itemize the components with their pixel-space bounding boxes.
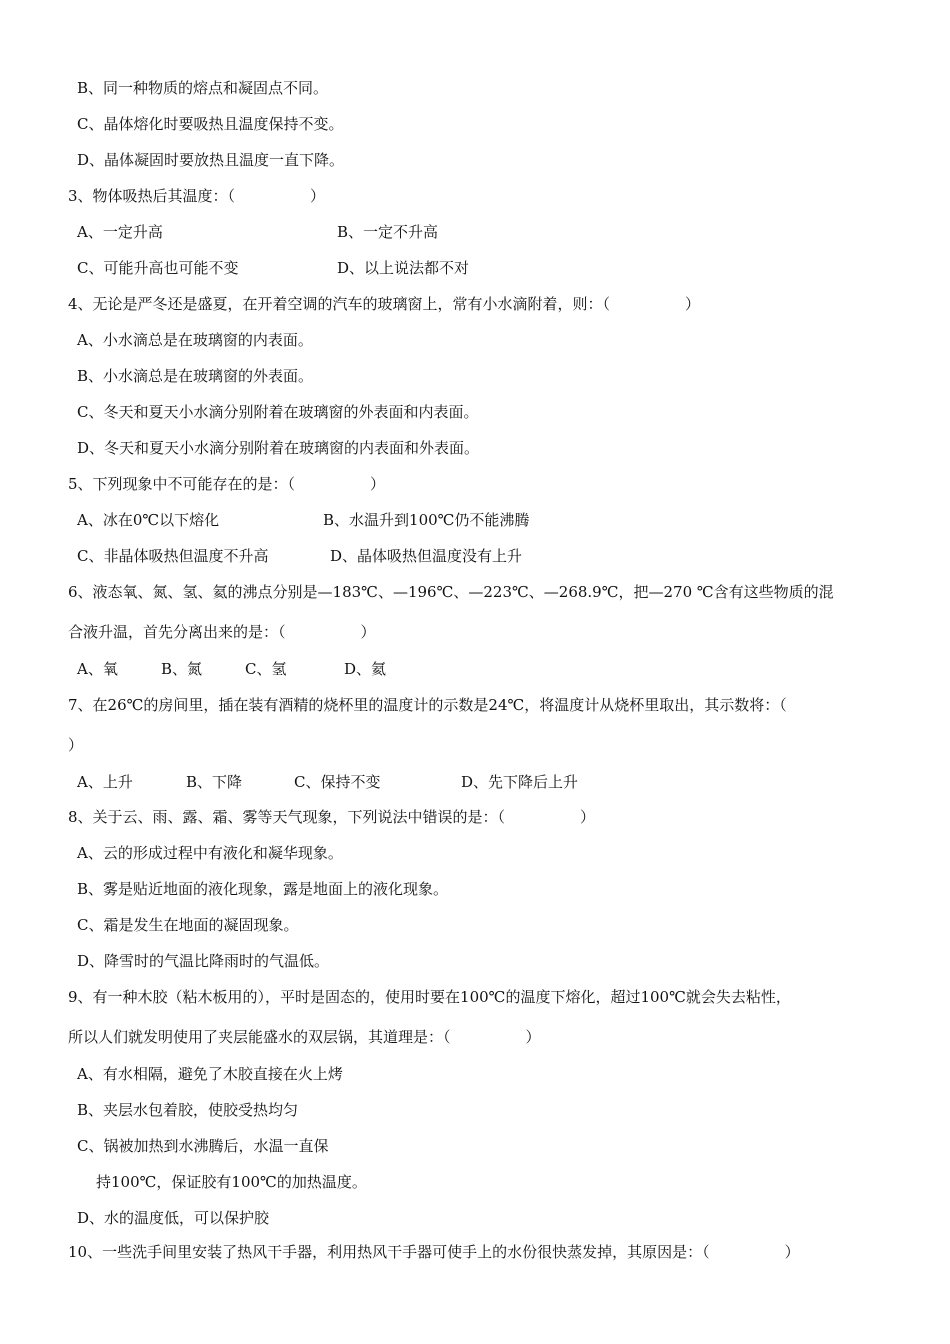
q5-option-a: A、冰在0℃以下熔化	[77, 511, 220, 529]
q6-option-d: D、氦	[344, 660, 387, 678]
q6-stem-line-1: 6、液态氧、氮、氢、氦的沸点分别是—183℃、—196℃、—223℃、—268.9℃，把—270 ℃含有这些物质的混	[68, 583, 834, 601]
q8-option-a: A、云的形成过程中有液化和凝华现象。	[77, 844, 343, 862]
q4-option-d: D、冬天和夏天小水滴分别附着在玻璃窗的内表面和外表面。	[77, 439, 480, 457]
q3-stem: 3、物体吸热后其温度：（ ）	[68, 187, 326, 205]
q9-option-b: B、夹层水包着胶，使胶受热均匀	[77, 1101, 299, 1119]
q3-option-b: B、一定不升高	[337, 223, 439, 241]
q9-option-d: D、水的温度低，可以保护胶	[77, 1209, 270, 1227]
q6-option-a: A、氧	[77, 660, 118, 678]
q10-stem: 10、一些洗手间里安装了热风干手器，利用热风干手器可使手上的水份很快蒸发掉，其原因是：（ ）	[68, 1243, 800, 1261]
q4-option-c: C、冬天和夏天小水滴分别附着在玻璃窗的外表面和内表面。	[77, 403, 479, 421]
q5-option-b: B、水温升到100℃仍不能沸腾	[323, 511, 530, 529]
q4-option-b: B、小水滴总是在玻璃窗的外表面。	[77, 367, 314, 385]
q7-option-c: C、保持不变	[294, 773, 381, 791]
q9-option-c-line-1: C、锅被加热到水沸腾后，水温一直保	[77, 1137, 329, 1155]
q3-option-c: C、可能升高也可能不变	[77, 259, 239, 277]
q8-option-c: C、霜是发生在地面的凝固现象。	[77, 916, 299, 934]
q6-stem-line-2: 合液升温，首先分离出来的是：（ ）	[68, 623, 376, 641]
q3-option-a: A、一定升高	[77, 223, 163, 241]
q9-option-a: A、有水相隔，避免了木胶直接在火上烤	[77, 1065, 343, 1083]
q7-stem-line-1: 7、在26℃的房间里，插在装有酒精的烧杯里的温度计的示数是24℃，将温度计从烧杯里取出，其示数将：（	[68, 696, 787, 714]
q8-stem: 8、关于云、雨、露、霜、雾等天气现象，下列说法中错误的是：（ ）	[68, 808, 596, 826]
q8-option-d: D、降雪时的气温比降雨时的气温低。	[77, 952, 330, 970]
q8-option-b: B、雾是贴近地面的液化现象，露是地面上的液化现象。	[77, 880, 449, 898]
q2-option-b: B、同一种物质的熔点和凝固点不同。	[77, 79, 329, 97]
q7-option-d: D、先下降后上升	[461, 773, 579, 791]
q7-option-b: B、下降	[186, 773, 243, 791]
q6-option-b: B、氮	[161, 660, 203, 678]
q9-stem-line-2: 所以人们就发明使用了夹层能盛水的双层锅，其道理是：（ ）	[68, 1028, 541, 1046]
q7-stem-line-2: ）	[68, 736, 84, 754]
q2-option-c: C、晶体熔化时要吸热且温度保持不变。	[77, 115, 344, 133]
q7-option-a: A、上升	[77, 773, 133, 791]
q5-option-d: D、晶体吸热但温度没有上升	[330, 547, 523, 565]
q3-option-d: D、以上说法都不对	[337, 259, 470, 277]
q6-option-c: C、氢	[245, 660, 287, 678]
q4-stem: 4、无论是严冬还是盛夏，在开着空调的汽车的玻璃窗上，常有小水滴附着，则：（ ）	[68, 295, 701, 313]
q5-stem: 5、下列现象中不可能存在的是：（ ）	[68, 475, 386, 493]
q4-option-a: A、小水滴总是在玻璃窗的内表面。	[77, 331, 313, 349]
q2-option-d: D、晶体凝固时要放热且温度一直下降。	[77, 151, 345, 169]
q5-option-c: C、非晶体吸热但温度不升高	[77, 547, 269, 565]
q9-option-c-line-2: 持100℃，保证胶有100℃的加热温度。	[96, 1173, 367, 1191]
q9-stem-line-1: 9、有一种木胶（粘木板用的），平时是固态的，使用时要在100℃的温度下熔化，超过100℃就会失去粘性，	[68, 988, 791, 1006]
